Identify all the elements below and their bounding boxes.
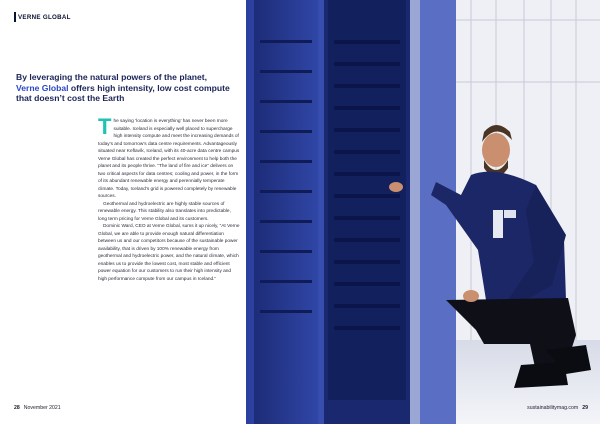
headline-line1: By leveraging the natural powers of the planet, xyxy=(16,72,208,82)
left-page xyxy=(0,0,246,424)
drop-cap: T xyxy=(98,114,112,139)
data-centre-photo xyxy=(246,0,600,424)
issue-date: November 2021 xyxy=(23,405,61,411)
paragraph-1-text: he saying ‘location is everything’ has never been more suitable. Iceland is especially well placed to supercharge high intensity compute and meet the increasing demands of today’s and tomorrow’s data centre requirements. Advantageously situated near Keflavík, Iceland, with its 40-acre data centre campus Verne Global has created the perfect environment to help both the planet and its people thrive. “The land of fire and ice” delivers on two critical aspects for data centres; cooling and power, in the form of its abundant renewable energy and perennially temperate climate. Today, Iceland’s grid is powered completely by renewable sources. xyxy=(98,119,240,199)
website-url: sustainabilitymag.com xyxy=(527,405,579,411)
headline-rest: offers high intensity, low cost compute that doesn’t cost the Earth xyxy=(16,82,230,104)
paragraph-3: Dominic Ward, CEO at Verne Global, sums it up nicely, “At Verne Global, we are able to provide enough natural differentiation between us and our competitors because of the sustainable power availability, that is driven by 100% renewable energy from geothermal and hydroelectric power, and the natural climate, which enables us to provide the lowest cost, most stable and efficient power equation for our customers to run their high intensity and high performance compute from our campus in Iceland.” xyxy=(98,224,240,282)
section-label: VERNE GLOBAL xyxy=(18,14,71,21)
page-number-left: 28 xyxy=(14,405,20,411)
photo-illustration xyxy=(246,0,600,424)
page-number-right: 29 xyxy=(582,405,588,411)
section-tag xyxy=(14,14,71,21)
footer-right xyxy=(527,405,588,411)
headline-brand: Verne Global xyxy=(16,82,69,93)
paragraph-1 xyxy=(98,114,240,201)
article-body xyxy=(98,114,240,283)
paragraph-2: Geothermal and hydroelectric are highly stable sources of renewable energy. This stability also translates into predictable, long term pricing for Verne Global and its customers. xyxy=(98,201,231,222)
footer-left xyxy=(14,405,61,411)
headline xyxy=(16,72,242,104)
